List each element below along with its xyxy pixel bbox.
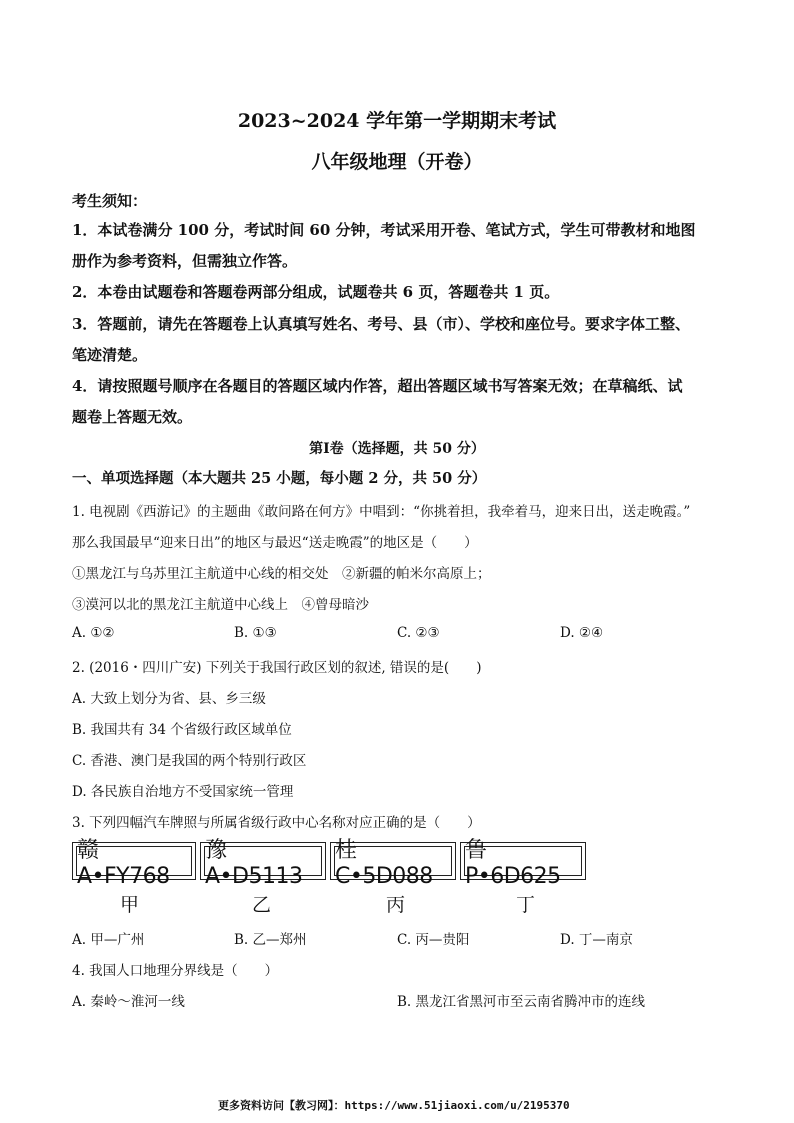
footer-link[interactable]: 更多资料访问【教习网】：https://www.51jiaoxi.com/u/2195370	[218, 1099, 570, 1112]
q1-option-a: A. ①②	[72, 625, 115, 641]
notice-line-1a: 1．本试卷满分 100 分，考试时间 60 分钟，考试采用开卷、笔试方式，学生可带教材和地图	[72, 221, 696, 239]
q2-option-d: D. 各民族自治地方不受国家统一管理	[72, 784, 294, 800]
plate-bing-label: 丙	[386, 894, 406, 916]
q3-option-b: B. 乙—郑州	[234, 932, 307, 948]
q4-stem: 4. 我国人口地理分界线是（ ）	[72, 963, 279, 979]
plate-ding	[460, 838, 586, 889]
section-heading: 一、单项选择题（本大题共 25 小题，每小题 2 分，共 50 分）	[72, 470, 487, 487]
q1-option-c: C. ②③	[397, 625, 440, 641]
q1-stem-line1: 1. 电视剧《西游记》的主题曲《敢问路在何方》中唱到：“你挑着担，我牵着马，迎来日出，送走晚霞。”	[72, 504, 691, 520]
q3-option-a: A. 甲—广州	[72, 932, 145, 948]
q1-stem-line2: 那么我国最早“迎来日出”的地区与最迟“送走晚霞”的地区是（ ）	[72, 535, 478, 551]
plate-ding-text: 鲁P•6D625	[464, 846, 582, 876]
notice-line-1b: 册作为参考资料，但需独立作答。	[72, 252, 298, 270]
plate-jia	[72, 838, 196, 889]
plate-bing	[330, 838, 456, 889]
plate-yi	[200, 838, 326, 889]
notice-heading: 考生须知：	[72, 192, 148, 210]
q2-option-b: B. 我国共有 34 个省级行政区域单位	[72, 722, 292, 738]
q2-option-a: A. 大致上划分为省、县、乡三级	[72, 691, 266, 707]
q1-statement-line2: ③漠河以北的黑龙江主航道中心线上 ④曾母暗沙	[72, 597, 369, 613]
notice-line-4a: 4．请按照题号顺序在各题目的答题区域内作答，超出答题区域书写答案无效；在草稿纸、试	[72, 377, 683, 395]
plate-yi-label: 乙	[252, 894, 272, 916]
notice-line-3b: 笔迹清楚。	[72, 346, 148, 364]
q4-option-b: B. 黑龙江省黑河市至云南省腾冲市的连线	[397, 994, 646, 1010]
q3-option-c: C. 丙—贵阳	[397, 932, 470, 948]
part-title: 第Ⅰ卷（选择题，共 50 分）	[309, 441, 485, 457]
q4-option-a: A. 秦岭～淮河一线	[72, 994, 185, 1010]
plate-ding-label: 丁	[516, 894, 536, 916]
plate-bing-text: 桂C•5D088	[334, 846, 452, 876]
q1-option-d: D. ②④	[560, 625, 604, 641]
notice-line-3a: 3．答题前，请先在答题卷上认真填写姓名、考号、县（市）、学校和座位号。要求字体工整、	[72, 315, 690, 333]
plate-yi-text: 豫A•D5113	[204, 846, 322, 876]
exam-title: 2023~2024 学年第一学期期末考试	[237, 110, 557, 132]
q1-statement-line1: ①黑龙江与乌苏里江主航道中心线的相交处 ②新疆的帕米尔高原上；	[72, 566, 491, 582]
notice-line-4b: 题卷上答题无效。	[72, 408, 193, 426]
q2-stem: 2. (2016・四川广安) 下列关于我国行政区划的叙述, 错误的是( )	[72, 660, 482, 676]
notice-line-2: 2．本卷由试题卷和答题卷两部分组成，试题卷共 6 页，答题卷共 1 页。	[72, 283, 560, 301]
plate-jia-text: 赣A•FY768	[76, 846, 192, 876]
q3-option-d: D. 丁—南京	[560, 932, 633, 948]
q3-stem: 3. 下列四幅汽车牌照与所属省级行政中心名称对应正确的是（ ）	[72, 815, 481, 831]
q2-option-c: C. 香港、澳门是我国的两个特别行政区	[72, 753, 307, 769]
plate-jia-label: 甲	[120, 894, 140, 916]
exam-subtitle: 八年级地理（开卷）	[311, 151, 483, 173]
q1-option-b: B. ①③	[234, 625, 277, 641]
